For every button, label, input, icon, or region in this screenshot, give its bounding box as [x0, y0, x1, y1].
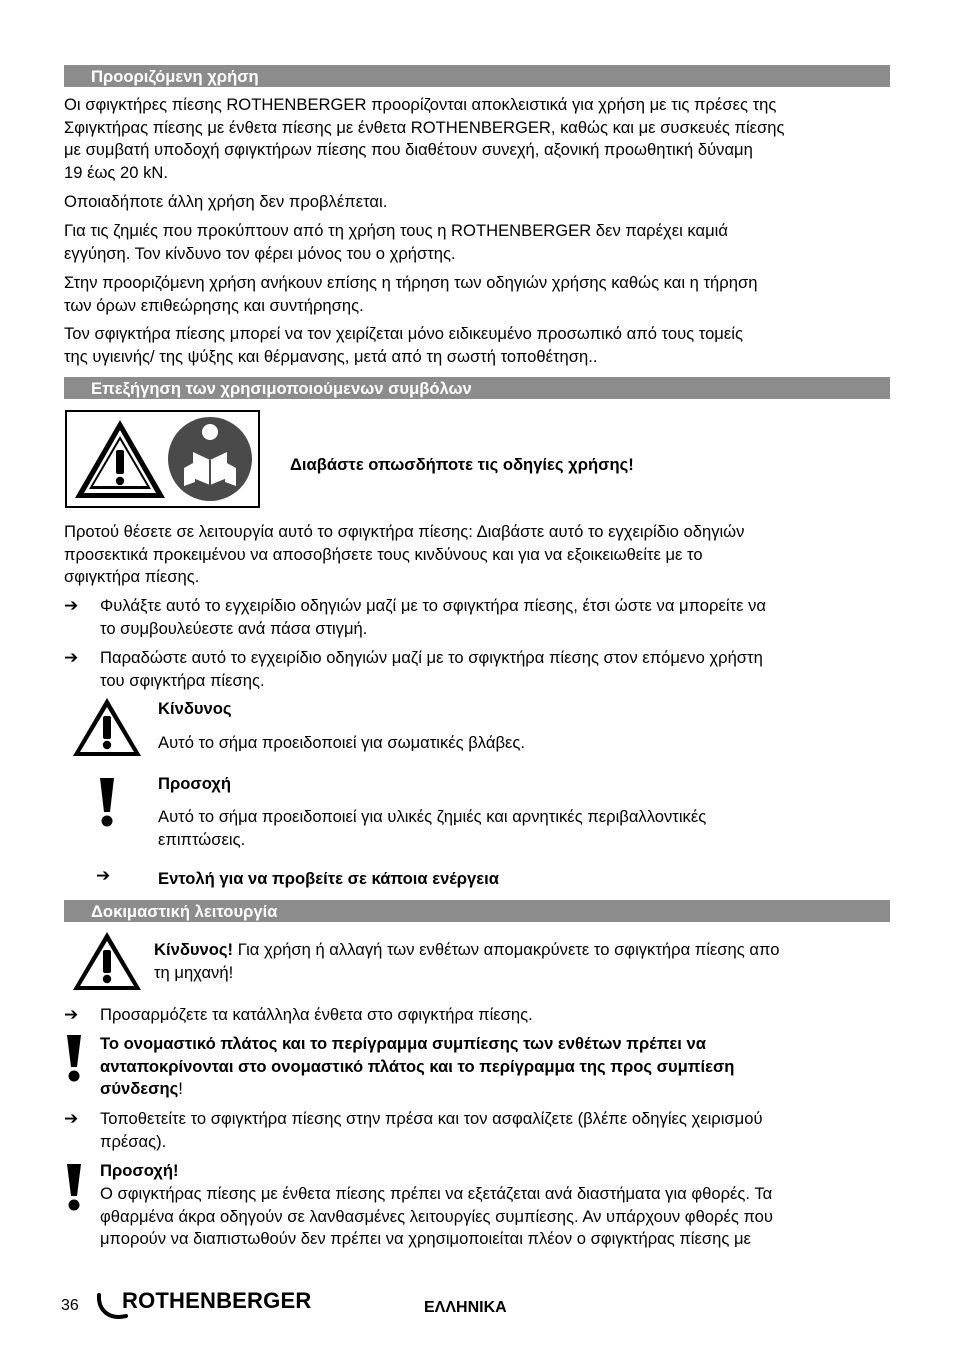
arrow-right-icon: ➔: [64, 1109, 79, 1128]
section-heading-test-operation: Δοκιμαστική λειτουργία: [64, 900, 890, 922]
action-symbol-text: Εντολή για να προβείτε σε κάποια ενέργεια: [158, 869, 499, 888]
intended-use-paragraph-1: Οι σφιγκτήρες πίεσης ROTHENBERGER προορίζονται αποκλειστικά για χρήση με τις πρέσες της Σφιγκτήρας πίεσης με ένθετα πίεσης με ένθετα ROTHENBERGER, καθώς και με συσκευές πίεσης με συμβατή υποδοχή σφιγκτήρων πίεσης που διαθέτουν συνεχή, αξονική προωθητική δύναμη 19 έως 20 kN.: [64, 95, 785, 182]
brand-name: ROTHENBERGER: [122, 1288, 312, 1313]
caution-symbol-text: Αυτό το σήμα προειδοποιεί για υλικές ζημιές και αρνητικές περιβαλλοντικές επιπτώσεις.: [158, 807, 707, 849]
intended-use-paragraph-4: Στην προοριζόμενη χρήση ανήκουν επίσης η τήρηση των οδηγιών χρήσης καθώς και η τήρηση των όρων επιθεώρησης και συντήρησης.: [64, 273, 758, 315]
intended-use-paragraph-3: Για τις ζημιές που προκύπτουν από τη χρήση τους η ROTHENBERGER δεν παρέχει καμιά εγγύηση. Τον κίνδυνο τον φέρει μόνος του ο χρήστης.: [64, 221, 728, 263]
test-danger-warning: Κίνδυνος! Για χρήση ή αλλαγή των ενθέτων απομακρύνετε το σφιγκτήρα πίεσης απο τη μηχανή!: [154, 940, 780, 982]
list-item: Φυλάξτε αυτό το εγχειρίδιο οδηγιών μαζί με το σφιγκτήρα πίεσης, έτσι ώστε να μπορείτε να το συμβουλεύεστε ανά πάσα στιγμή.: [100, 596, 767, 638]
list-item: Τοποθετείτε το σφιγκτήρα πίεσης στην πρέσα και τον ασφαλίζετε (βλέπε οδηγίες χειρισμού πρέσας).: [100, 1109, 763, 1151]
test-caution-text: Ο σφιγκτήρας πίεσης με ένθετα πίεσης πρέπει να εξετάζεται ανά διαστήματα για φθορές. Τα φθαρμένα άκρα οδηγούν σε λανθασμένες λειτουργίες συμπίεσης. Αν υπάρχουν φθορές που μπορούν να διαπιστωθούν δεν πρέπει να χρησιμοποιείται πλέον ο σφιγκτήρας πίεσης με: [100, 1184, 773, 1248]
arrow-right-icon: ➔: [64, 648, 79, 667]
arrow-right-icon: ➔: [96, 866, 111, 885]
danger-symbol-title: Κίνδυνος: [158, 699, 232, 718]
caution-symbol-title: Προσοχή: [158, 774, 231, 793]
section-heading-intended-use: Προοριζόμενη χρήση: [64, 65, 890, 87]
exclamation-icon: [63, 1162, 85, 1212]
section-heading-symbols: Επεξήγηση των χρησιμοποιούμενων συμβόλων: [64, 377, 890, 399]
inserts-note: Το ονομαστικό πλάτος και το περίγραμμα συμπίεσης των ενθέτων πρέπει να ανταποκρίνονται στο ονομαστικό πλάτος και το περίγραμμα της προς συμπίεση σύνδεσης!: [100, 1034, 735, 1098]
symbols-intro: Προτού θέσετε σε λειτουργία αυτό το σφιγκτήρα πίεσης: Διαβάστε αυτό το εγχειρίδιο οδηγιών προσεκτικά προκειμένου να αποσοβήσετε τους κινδύνους και για να εξοικειωθείτε με το σφιγκτήρα πίεσης.: [64, 522, 745, 586]
exclamation-icon: [96, 776, 118, 828]
read-manual-text: Διαβάστε οπωσδήποτε τις οδηγίες χρήσης!: [290, 455, 634, 474]
warning-triangle-icon: [71, 696, 143, 758]
danger-symbol-text: Αυτό το σήμα προειδοποιεί για σωματικές βλάβες.: [158, 733, 525, 752]
intended-use-paragraph-5: Τον σφιγκτήρα πίεσης μπορεί να τον χειρίζεται μόνο ειδικευμένο προσωπικό από τους τομείς της υγιεινής/ της ψύξης και θέρμανσης, μετά από τη σωστή τοποθέτηση..: [64, 324, 743, 366]
read-manual-icon: [67, 412, 258, 506]
list-item: Προσαρμόζετε τα κατάλληλα ένθετα στο σφιγκτήρα πίεσης.: [100, 1005, 533, 1024]
arrow-right-icon: ➔: [64, 1005, 79, 1024]
page-number: 36: [61, 1297, 79, 1314]
exclamation-icon: [63, 1033, 85, 1083]
read-manual-symbol-box: [65, 410, 260, 508]
intended-use-paragraph-2: Οποιαδήποτε άλλη χρήση δεν προβλέπεται.: [64, 192, 388, 211]
warning-triangle-icon: [71, 930, 143, 992]
test-caution-title: Προσοχή!: [100, 1161, 179, 1180]
list-item: Παραδώστε αυτό το εγχειρίδιο οδηγιών μαζί με το σφιγκτήρα πίεσης στον επόμενο χρήστη του σφιγκτήρα πίεσης.: [100, 648, 763, 690]
footer-language: ΕΛΛΗΝΙΚΑ: [424, 1299, 507, 1316]
arrow-right-icon: ➔: [64, 596, 79, 615]
